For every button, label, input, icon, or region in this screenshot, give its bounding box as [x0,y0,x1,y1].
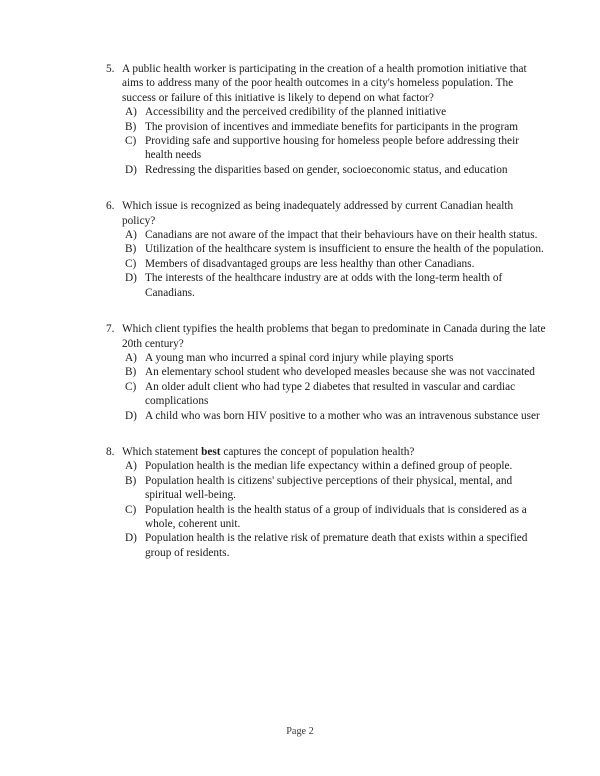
answer-options [106,459,546,560]
option-letter: D) [125,409,137,422]
option-text: The provision of incentives and immediate benefits for participants in the program [145,120,519,133]
question-block [106,322,546,423]
option-text: Providing safe and supportive housing for homeless people before addressing their health needs [145,135,519,162]
answer-option[interactable] [106,503,546,532]
question-text [122,322,546,351]
answer-option[interactable] [106,351,546,365]
question-number: 6. [106,200,115,213]
answer-option[interactable] [106,228,546,242]
answer-option[interactable] [106,163,546,177]
question-block [106,62,546,177]
option-text: Redressing the disparities based on gender, socioeconomic status, and education [145,163,508,176]
option-text: Population health is the median life expectancy within a defined group of people. [145,460,513,473]
option-letter: C) [125,380,137,393]
option-text: Population health is the relative risk of premature death that exists within a specified group of residents. [145,532,528,559]
question-stem [106,322,546,351]
option-text: Accessibility and the perceived credibility of the planned initiative [145,106,447,119]
question-list [106,62,546,582]
option-letter: A) [125,229,137,242]
answer-option[interactable] [106,134,546,163]
answer-option[interactable] [106,105,546,119]
answer-option[interactable] [106,409,546,423]
answer-options [106,228,546,300]
option-letter: D) [125,163,137,176]
option-letter: A) [125,351,137,364]
question-text-pre: Which client typifies the health problems that began to predominate in Canada during the late 20th century? [122,323,546,350]
answer-option[interactable] [106,242,546,256]
question-text-pre: A public health worker is participating in the creation of a health promotion initiative that aims to address many of the poor health outcomes in a city's homeless population. The success or failure of this initiative is likely to depend on what factor? [122,63,527,104]
option-letter: A) [125,460,137,473]
option-letter: B) [125,243,137,256]
option-letter: C) [125,135,137,148]
option-text: An elementary school student who developed measles because she was not vaccinated [145,366,535,379]
answer-option[interactable] [106,380,546,409]
question-number: 8. [106,445,115,458]
option-text: Population health is citizens' subjective perceptions of their physical, mental, and spiritual well-being. [145,474,513,502]
option-letter: B) [125,366,137,379]
page-footer: Page 2 [286,726,314,737]
option-text: Members of disadvantaged groups are less healthy than other Canadians. [145,257,475,270]
question-text-pre: Which issue is recognized as being inadequately addressed by current Canadian health policy? [122,200,514,227]
answer-options [106,105,546,177]
question-number: 5. [106,63,115,75]
option-letter: A) [125,106,137,119]
option-text: A young man who incurred a spinal cord injury while playing sports [145,351,454,364]
option-text: Population health is the health status of a group of individuals that is considered as a whole, coherent unit. [145,503,527,530]
question-text [122,445,546,459]
question-text-post: captures the concept of population health? [220,445,415,458]
option-letter: C) [125,257,137,270]
option-letter: B) [125,120,137,133]
option-text: Canadians are not aware of the impact that their behaviours have on their health status. [145,229,538,242]
question-text-pre: Which statement [122,445,202,458]
answer-option[interactable] [106,365,546,379]
option-text: A child who was born HIV positive to a mother who was an intravenous substance user [145,409,540,422]
question-stem [106,445,546,459]
option-letter: B) [125,474,137,487]
option-letter: D) [125,272,137,285]
option-text: Utilization of the healthcare system is insufficient to ensure the health of the population. [145,243,544,256]
question-emphasis: best [201,445,221,458]
option-letter: D) [125,532,137,545]
answer-option[interactable] [106,257,546,271]
option-text: The interests of the healthcare industry are at odds with the long-term health of Canadians. [145,272,503,299]
question-text [122,199,546,228]
option-text: An older adult client who had type 2 diabetes that resulted in vascular and cardiac complications [145,380,516,408]
question-stem [106,199,546,228]
option-letter: C) [125,503,137,516]
question-block [106,445,546,560]
question-number: 7. [106,323,115,336]
answer-options [106,351,546,423]
question-text [122,62,546,105]
question-block [106,199,546,300]
answer-option[interactable] [106,531,546,560]
question-stem [106,62,546,105]
answer-option[interactable] [106,120,546,134]
answer-option[interactable] [106,271,546,300]
answer-option[interactable] [106,459,546,473]
answer-option[interactable] [106,474,546,503]
